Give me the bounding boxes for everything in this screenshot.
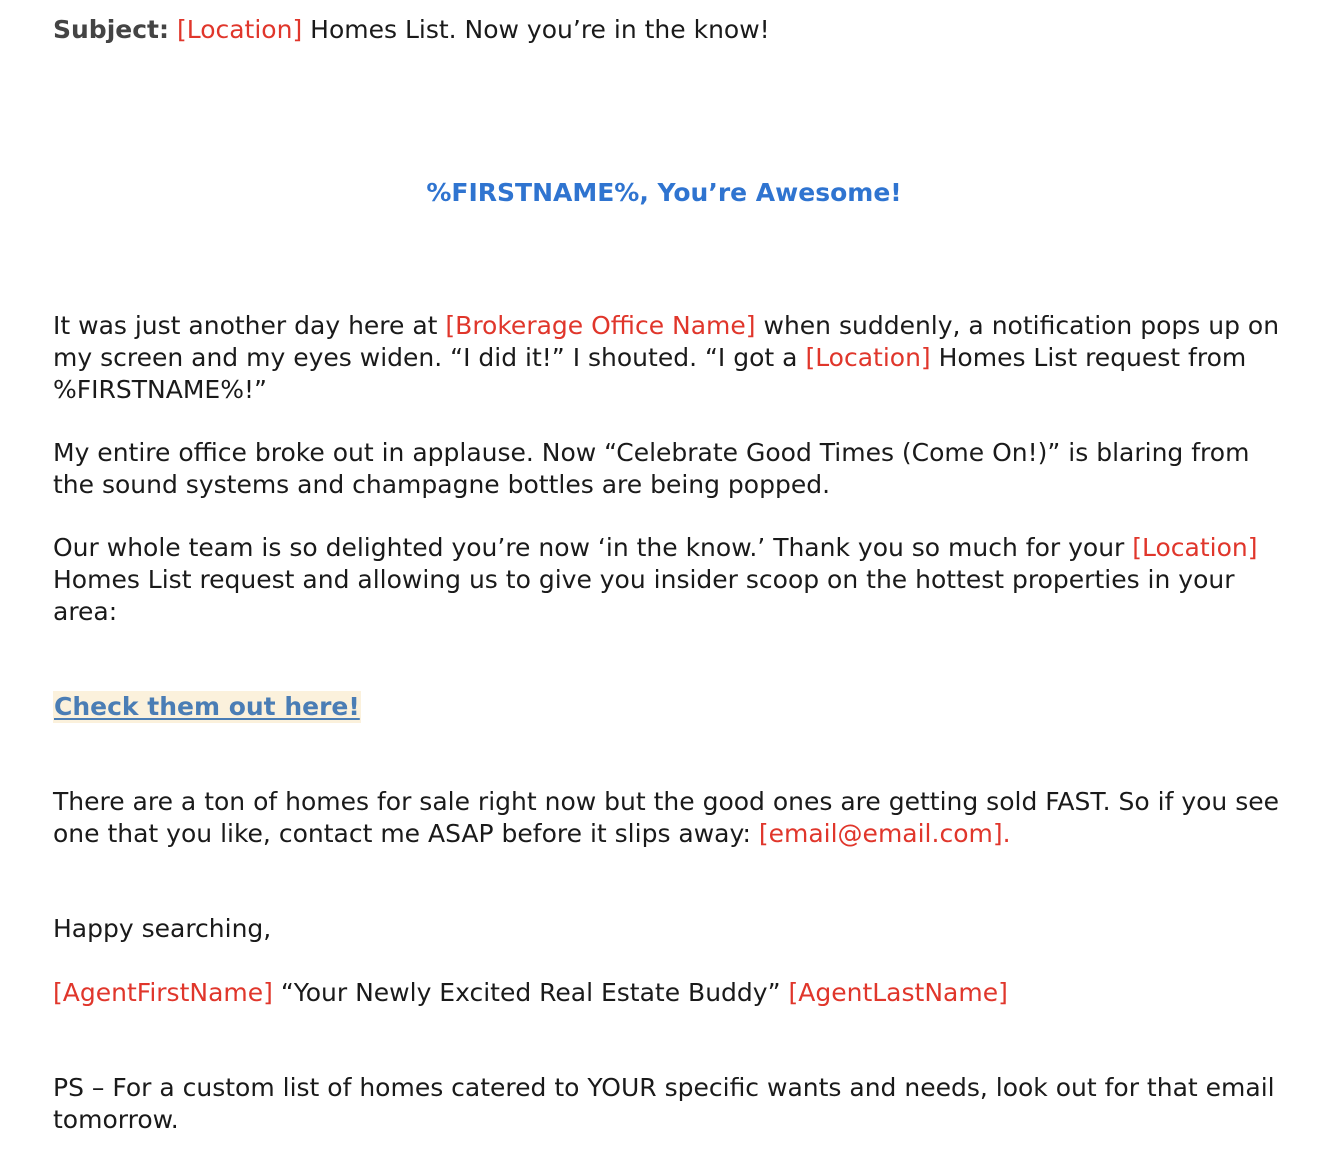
contact-text-a: There are a ton of homes for sale right now but the good ones are getting sold FAST. So if you see one that you like, contact me ASAP before it slips away: xyxy=(53,787,1279,848)
paragraph-intro xyxy=(53,310,1293,406)
signature-nickname: “Your Newly Excited Real Estate Buddy” xyxy=(272,978,789,1007)
email-body xyxy=(53,14,1293,1134)
postscript: PS – For a custom list of homes catered to YOUR specific wants and needs, look out for that email tomorrow. xyxy=(53,1073,1275,1134)
cta-container xyxy=(53,691,361,723)
intro-text-b: when suddenly, a notification pops up on my screen and my eyes widen. “I did it!” I shouted. “I got a xyxy=(53,311,1280,372)
signature xyxy=(53,977,1293,1009)
brokerage-office-placeholder: [Brokerage Office Name] xyxy=(445,311,756,340)
intro-text-c: Homes List request from %FIRSTNAME%!” xyxy=(53,343,1247,404)
location-placeholder: [Location] xyxy=(176,15,303,44)
intro-text-a: It was just another day here at xyxy=(53,311,446,340)
thanks-text-a: Our whole team is so delighted you’re now ‘in the know.’ Thank you so much for your xyxy=(53,533,1133,562)
paragraph-contact xyxy=(53,786,1293,850)
headline: %FIRSTNAME%, You’re Awesome! xyxy=(426,178,902,207)
subject-line xyxy=(53,14,1293,46)
subject-label: Subject: xyxy=(53,15,169,44)
paragraph-thanks xyxy=(53,532,1293,628)
agent-last-name-placeholder: [AgentLastName] xyxy=(788,978,1008,1007)
location-placeholder: [Location] xyxy=(1132,533,1258,562)
agent-first-name-placeholder: [AgentFirstName] xyxy=(53,978,273,1007)
check-them-out-link[interactable]: Check them out here! xyxy=(54,692,360,721)
paragraph-celebration: My entire office broke out in applause. Now “Celebrate Good Times (Come On!)” is blaring from the sound systems and champagne bottles are being popped. xyxy=(53,438,1250,499)
location-placeholder: [Location] xyxy=(805,343,931,372)
email-placeholder: [email@email.com]. xyxy=(758,819,1011,848)
closing: Happy searching, xyxy=(53,914,272,943)
thanks-text-b: Homes List request and allowing us to give you insider scoop on the hottest properties in your area: xyxy=(53,565,1235,626)
subject-text: Homes List. Now you’re in the know! xyxy=(302,15,770,44)
